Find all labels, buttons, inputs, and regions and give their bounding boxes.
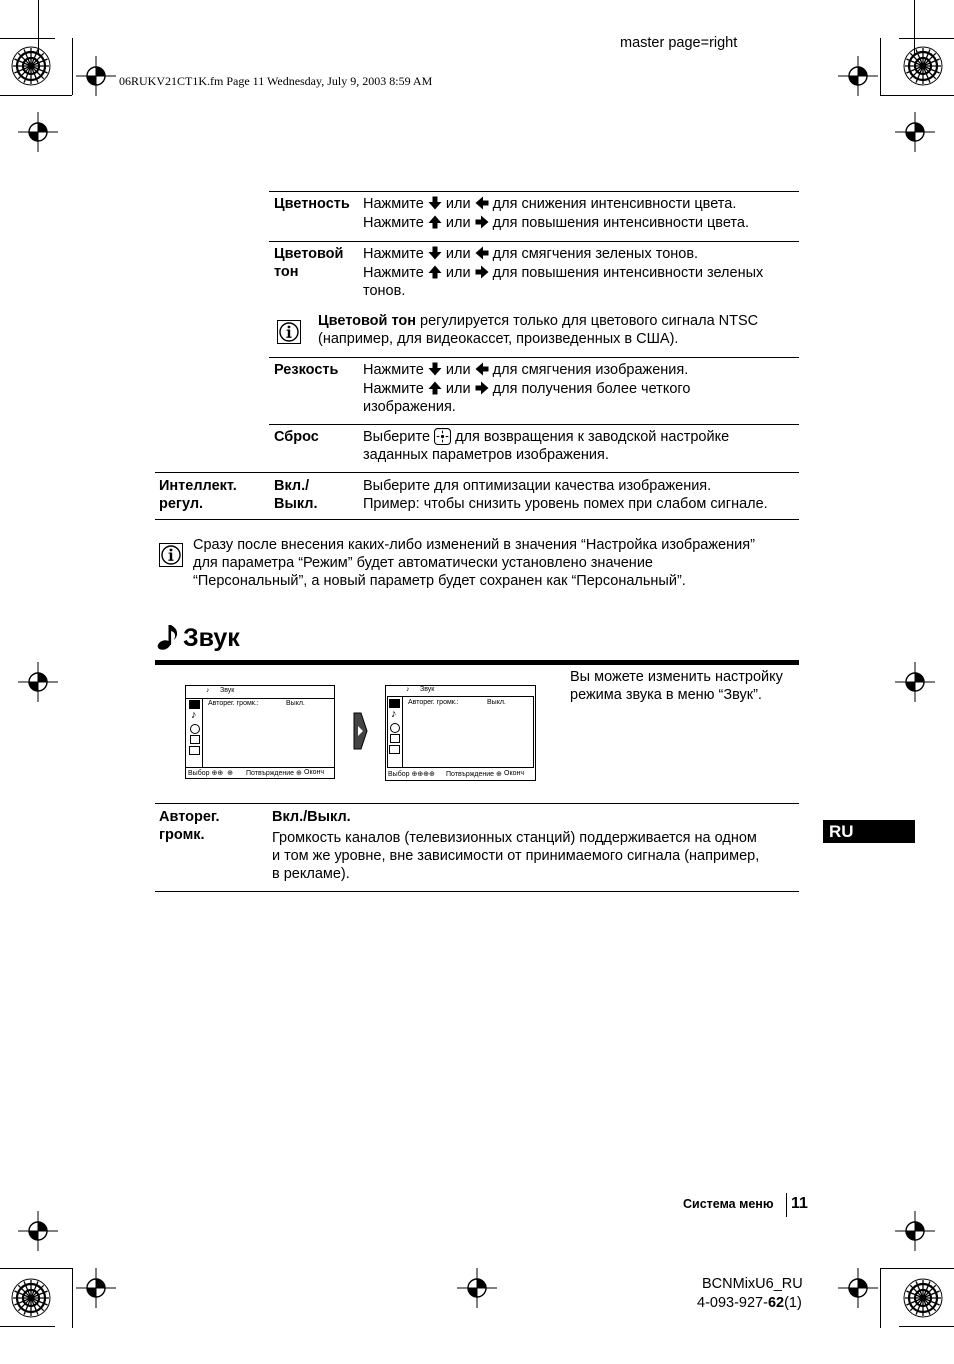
footer-section-name: Система меню [683, 1197, 774, 1211]
trim-line [0, 38, 55, 39]
row-desc-line: изображения. [363, 399, 456, 415]
row-value-intel: Вкл./ Выкл. [274, 478, 318, 512]
crosshair-mark-icon [18, 112, 58, 152]
screen-item-value: Выкл. [286, 700, 305, 707]
up-arrow-icon [428, 381, 442, 395]
screen-item-label: Авторег. громк.: [208, 700, 259, 707]
crosshair-mark-icon [838, 1268, 878, 1308]
trim-line [899, 1326, 954, 1327]
doc-code-1: BCNMixU6_RU [702, 1276, 803, 1292]
screen-item-value: Выкл. [487, 699, 506, 706]
setup-icon [390, 734, 400, 743]
row-desc-line: Нажмите или для получения более четкого [363, 381, 691, 397]
sound-icon: ♪ [191, 709, 197, 721]
down-arrow-icon [428, 196, 442, 210]
screen-title-bar [386, 686, 535, 696]
right-arrow-icon [475, 381, 489, 395]
row-desc-intel: Выберите для оптимизации качества изображения. Пример: чтобы снизить уровень помех при слабом сигнале. [363, 478, 768, 512]
table-rule [155, 891, 799, 892]
file-info: 06RUKV21CT1K.fm Page 11 Wednesday, July 9, 2003 8:59 AM [119, 74, 433, 88]
reset-icon [434, 428, 451, 445]
crosshair-mark-icon [457, 1268, 497, 1308]
timer-icon [190, 724, 200, 734]
row-desc-auto-volume: Громкость каналов (телевизионных станций) поддерживается на одном и том же уровне, вне зависимости от принимаемого сигнала (например, в рекламе). [272, 830, 760, 882]
footer-divider [786, 1193, 787, 1217]
row-desc-line: тонов. [363, 283, 406, 299]
trim-line [38, 0, 39, 55]
info-icon [277, 320, 301, 344]
crosshair-mark-icon [895, 112, 935, 152]
screen-icon-column [186, 698, 203, 768]
row-desc-line: Нажмите или для повышения интенсивности зеленых [363, 265, 764, 281]
registration-dial-icon [11, 46, 51, 86]
down-arrow-icon [428, 362, 442, 376]
crosshair-mark-icon [18, 662, 58, 702]
table-rule [155, 472, 799, 473]
footer-select: Выбор ⊕⊕ ⊕ [188, 770, 233, 777]
trim-line [0, 1326, 55, 1327]
table-rule [155, 803, 799, 804]
left-arrow-icon [475, 362, 489, 376]
table-rule [269, 241, 799, 242]
toolbox-icon [389, 745, 400, 754]
screen-footer [386, 769, 535, 780]
row-desc-line: Нажмите или для снижения интенсивности цвета. [363, 196, 737, 212]
footer-end: Оконч [504, 770, 524, 777]
table-rule [269, 191, 799, 192]
left-arrow-icon [475, 196, 489, 210]
picture-icon [189, 700, 200, 709]
crosshair-mark-icon [895, 662, 935, 702]
row-label-sharpness: Резкость [274, 362, 339, 378]
doc-code-2: 4-093-927-62(1) [697, 1295, 802, 1311]
crosshair-mark-icon [76, 1268, 116, 1308]
trim-line [0, 1268, 72, 1269]
footer-confirm: Потвърждение ⊕ [446, 771, 502, 778]
down-arrow-icon [428, 246, 442, 260]
setup-icon [190, 735, 200, 744]
footer-end: Оконч [304, 769, 324, 776]
screen-title-icon: ♪ [406, 686, 410, 693]
trim-line [914, 0, 915, 55]
footer-confirm: Потвърждение ⊕ [246, 770, 302, 777]
right-arrow-icon [475, 215, 489, 229]
right-arrow-icon [475, 265, 489, 279]
trim-line [880, 1268, 954, 1269]
left-arrow-icon [475, 246, 489, 260]
screen-title: Звук [220, 687, 235, 694]
picture-settings-note: Сразу после внесения каких-либо изменений в значения “Настройка изображения” для параметра “Режим” будет автоматически установлено значение “Персональный”, а новый параметр будет сохранен как “Персональный”. [193, 537, 755, 589]
hue-note: Цветовой тон регулируется только для цветового сигнала NTSC (например, для видеокассет, произведенных в США). [318, 313, 759, 347]
language-tab: RU [823, 820, 915, 843]
sound-icon: ♪ [391, 708, 397, 720]
up-arrow-icon [428, 215, 442, 229]
row-label-intel: Интеллект. регул. [159, 478, 237, 512]
section-intro: Вы можете изменить настройку режима звука в меню “Звук”. [570, 669, 783, 703]
timer-icon [390, 723, 400, 733]
section-rule [155, 660, 799, 665]
row-label-hue: Цветовой тон [274, 246, 344, 280]
music-note-icon [156, 623, 180, 651]
trim-line [899, 38, 954, 39]
row-desc-line: Выберите для возвращения к заводской настройке [363, 429, 730, 445]
screen-title-icon: ♪ [206, 687, 210, 694]
screen-item-label: Авторег. громк.: [408, 699, 459, 706]
registration-dial-icon [903, 1278, 943, 1318]
row-label-auto-volume: Авторег. громк. [159, 809, 220, 843]
section-title: Звук [183, 624, 240, 652]
row-label-color: Цветность [274, 196, 350, 212]
toolbox-icon [189, 746, 200, 755]
trim-line [0, 95, 72, 96]
row-value-auto-volume: Вкл./Выкл. [272, 809, 351, 825]
info-icon [159, 543, 183, 567]
screen-inner-frame [387, 696, 534, 768]
crosshair-mark-icon [895, 1211, 935, 1251]
trim-line [880, 1268, 881, 1328]
row-desc-line: Нажмите или для смягчения изображения. [363, 362, 689, 378]
crosshair-mark-icon [18, 1211, 58, 1251]
registration-dial-icon [903, 46, 943, 86]
row-desc-line: Нажмите или для смягчения зеленых тонов. [363, 246, 699, 262]
trim-line [880, 38, 881, 95]
screen-title: Звук [420, 686, 435, 693]
footer-select: Выбор ⊕⊕⊕⊕ [388, 771, 435, 778]
screen-footer [186, 767, 334, 779]
table-rule [155, 519, 799, 520]
trim-line [880, 95, 954, 96]
menu-screen-2 [385, 685, 536, 781]
crosshair-mark-icon [838, 56, 878, 96]
screen-title-bar [186, 686, 334, 699]
row-desc-line: Нажмите или для повышения интенсивности цвета. [363, 215, 749, 231]
master-page-label: master page=right [620, 35, 738, 51]
registration-dial-icon [11, 1278, 51, 1318]
screen-icon-column [387, 697, 403, 767]
next-step-arrow-icon [352, 712, 368, 750]
page-number: 11 [791, 1195, 808, 1212]
crosshair-mark-icon [76, 56, 116, 96]
table-rule [269, 357, 799, 358]
up-arrow-icon [428, 265, 442, 279]
table-rule [269, 424, 799, 425]
trim-line [72, 1268, 73, 1328]
row-desc-line: заданных параметров изображения. [363, 447, 609, 463]
trim-line [72, 38, 73, 95]
row-label-reset: Сброс [274, 429, 319, 445]
picture-icon [389, 699, 400, 708]
menu-screen-1 [185, 685, 335, 779]
